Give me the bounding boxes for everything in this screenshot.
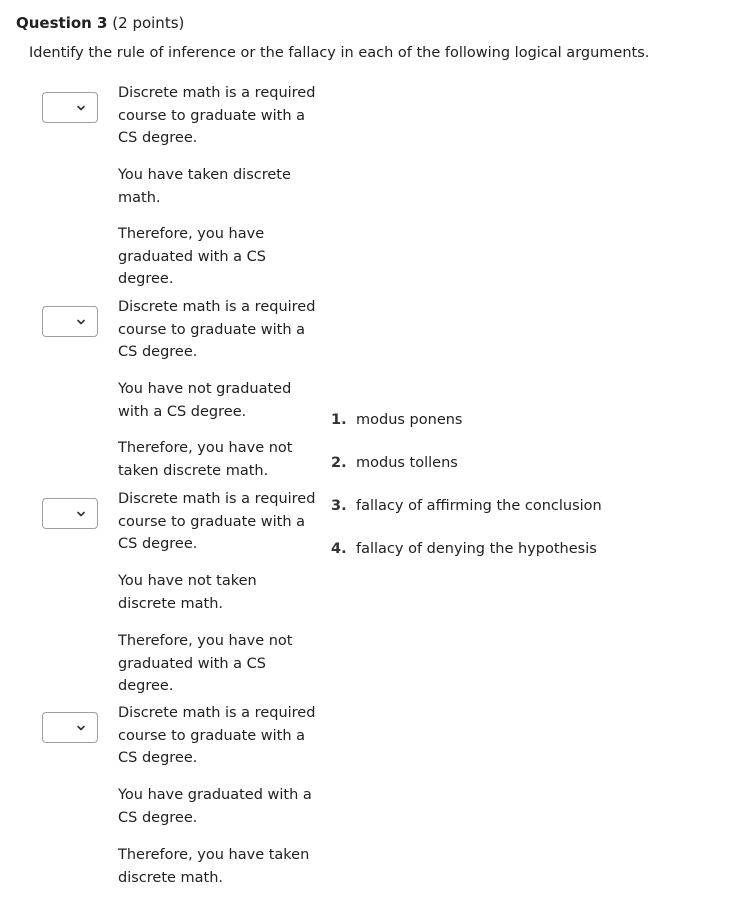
argument-1 xyxy=(118,82,318,291)
argument-2-premise-1: Discrete math is a required course to graduate with a CS degree. xyxy=(118,299,316,360)
answer-select-4[interactable] xyxy=(42,712,98,743)
chevron-down-icon xyxy=(76,317,86,327)
argument-3 xyxy=(118,488,318,698)
option-item xyxy=(331,496,602,539)
chevron-down-icon xyxy=(76,103,86,113)
option-item xyxy=(331,410,602,453)
question-title: Question 3 xyxy=(16,14,108,32)
option-item xyxy=(331,453,602,496)
argument-2-premise-2: You have not graduated with a CS degree. xyxy=(118,381,292,420)
question-header xyxy=(16,13,184,33)
question-instructions: Identify the rule of inference or the fallacy in each of the following logical arguments. xyxy=(29,45,650,61)
answer-options-list xyxy=(331,410,602,582)
argument-2-conclusion: Therefore, you have not taken discrete math. xyxy=(118,440,293,479)
argument-1-premise-2: You have taken discrete math. xyxy=(118,167,291,206)
option-item xyxy=(331,539,602,582)
argument-3-premise-1: Discrete math is a required course to graduate with a CS degree. xyxy=(118,491,316,552)
chevron-down-icon xyxy=(76,723,86,733)
argument-3-conclusion: Therefore, you have not graduated with a CS degree. xyxy=(118,633,293,694)
argument-4-premise-2: You have graduated with a CS degree. xyxy=(118,787,312,826)
chevron-down-icon xyxy=(76,509,86,519)
argument-4-conclusion: Therefore, you have taken discrete math. xyxy=(118,847,310,886)
option-number: 1. xyxy=(331,412,347,428)
option-number: 2. xyxy=(331,455,347,471)
option-number: 3. xyxy=(331,498,347,514)
option-label: modus tollens xyxy=(356,455,458,471)
argument-2 xyxy=(118,296,318,482)
answer-select-2[interactable] xyxy=(42,306,98,337)
option-number: 4. xyxy=(331,541,347,557)
argument-1-conclusion: Therefore, you have graduated with a CS degree. xyxy=(118,226,266,287)
answer-select-3[interactable] xyxy=(42,498,98,529)
option-label: fallacy of affirming the conclusion xyxy=(356,498,602,514)
argument-4-premise-1: Discrete math is a required course to graduate with a CS degree. xyxy=(118,705,316,766)
argument-1-premise-1: Discrete math is a required course to graduate with a CS degree. xyxy=(118,85,316,146)
option-label: modus ponens xyxy=(356,412,463,428)
answer-select-1[interactable] xyxy=(42,92,98,123)
argument-4 xyxy=(118,702,318,889)
argument-3-premise-2: You have not taken discrete math. xyxy=(118,573,257,612)
question-points: (2 points) xyxy=(112,14,185,32)
option-label: fallacy of denying the hypothesis xyxy=(356,541,597,557)
